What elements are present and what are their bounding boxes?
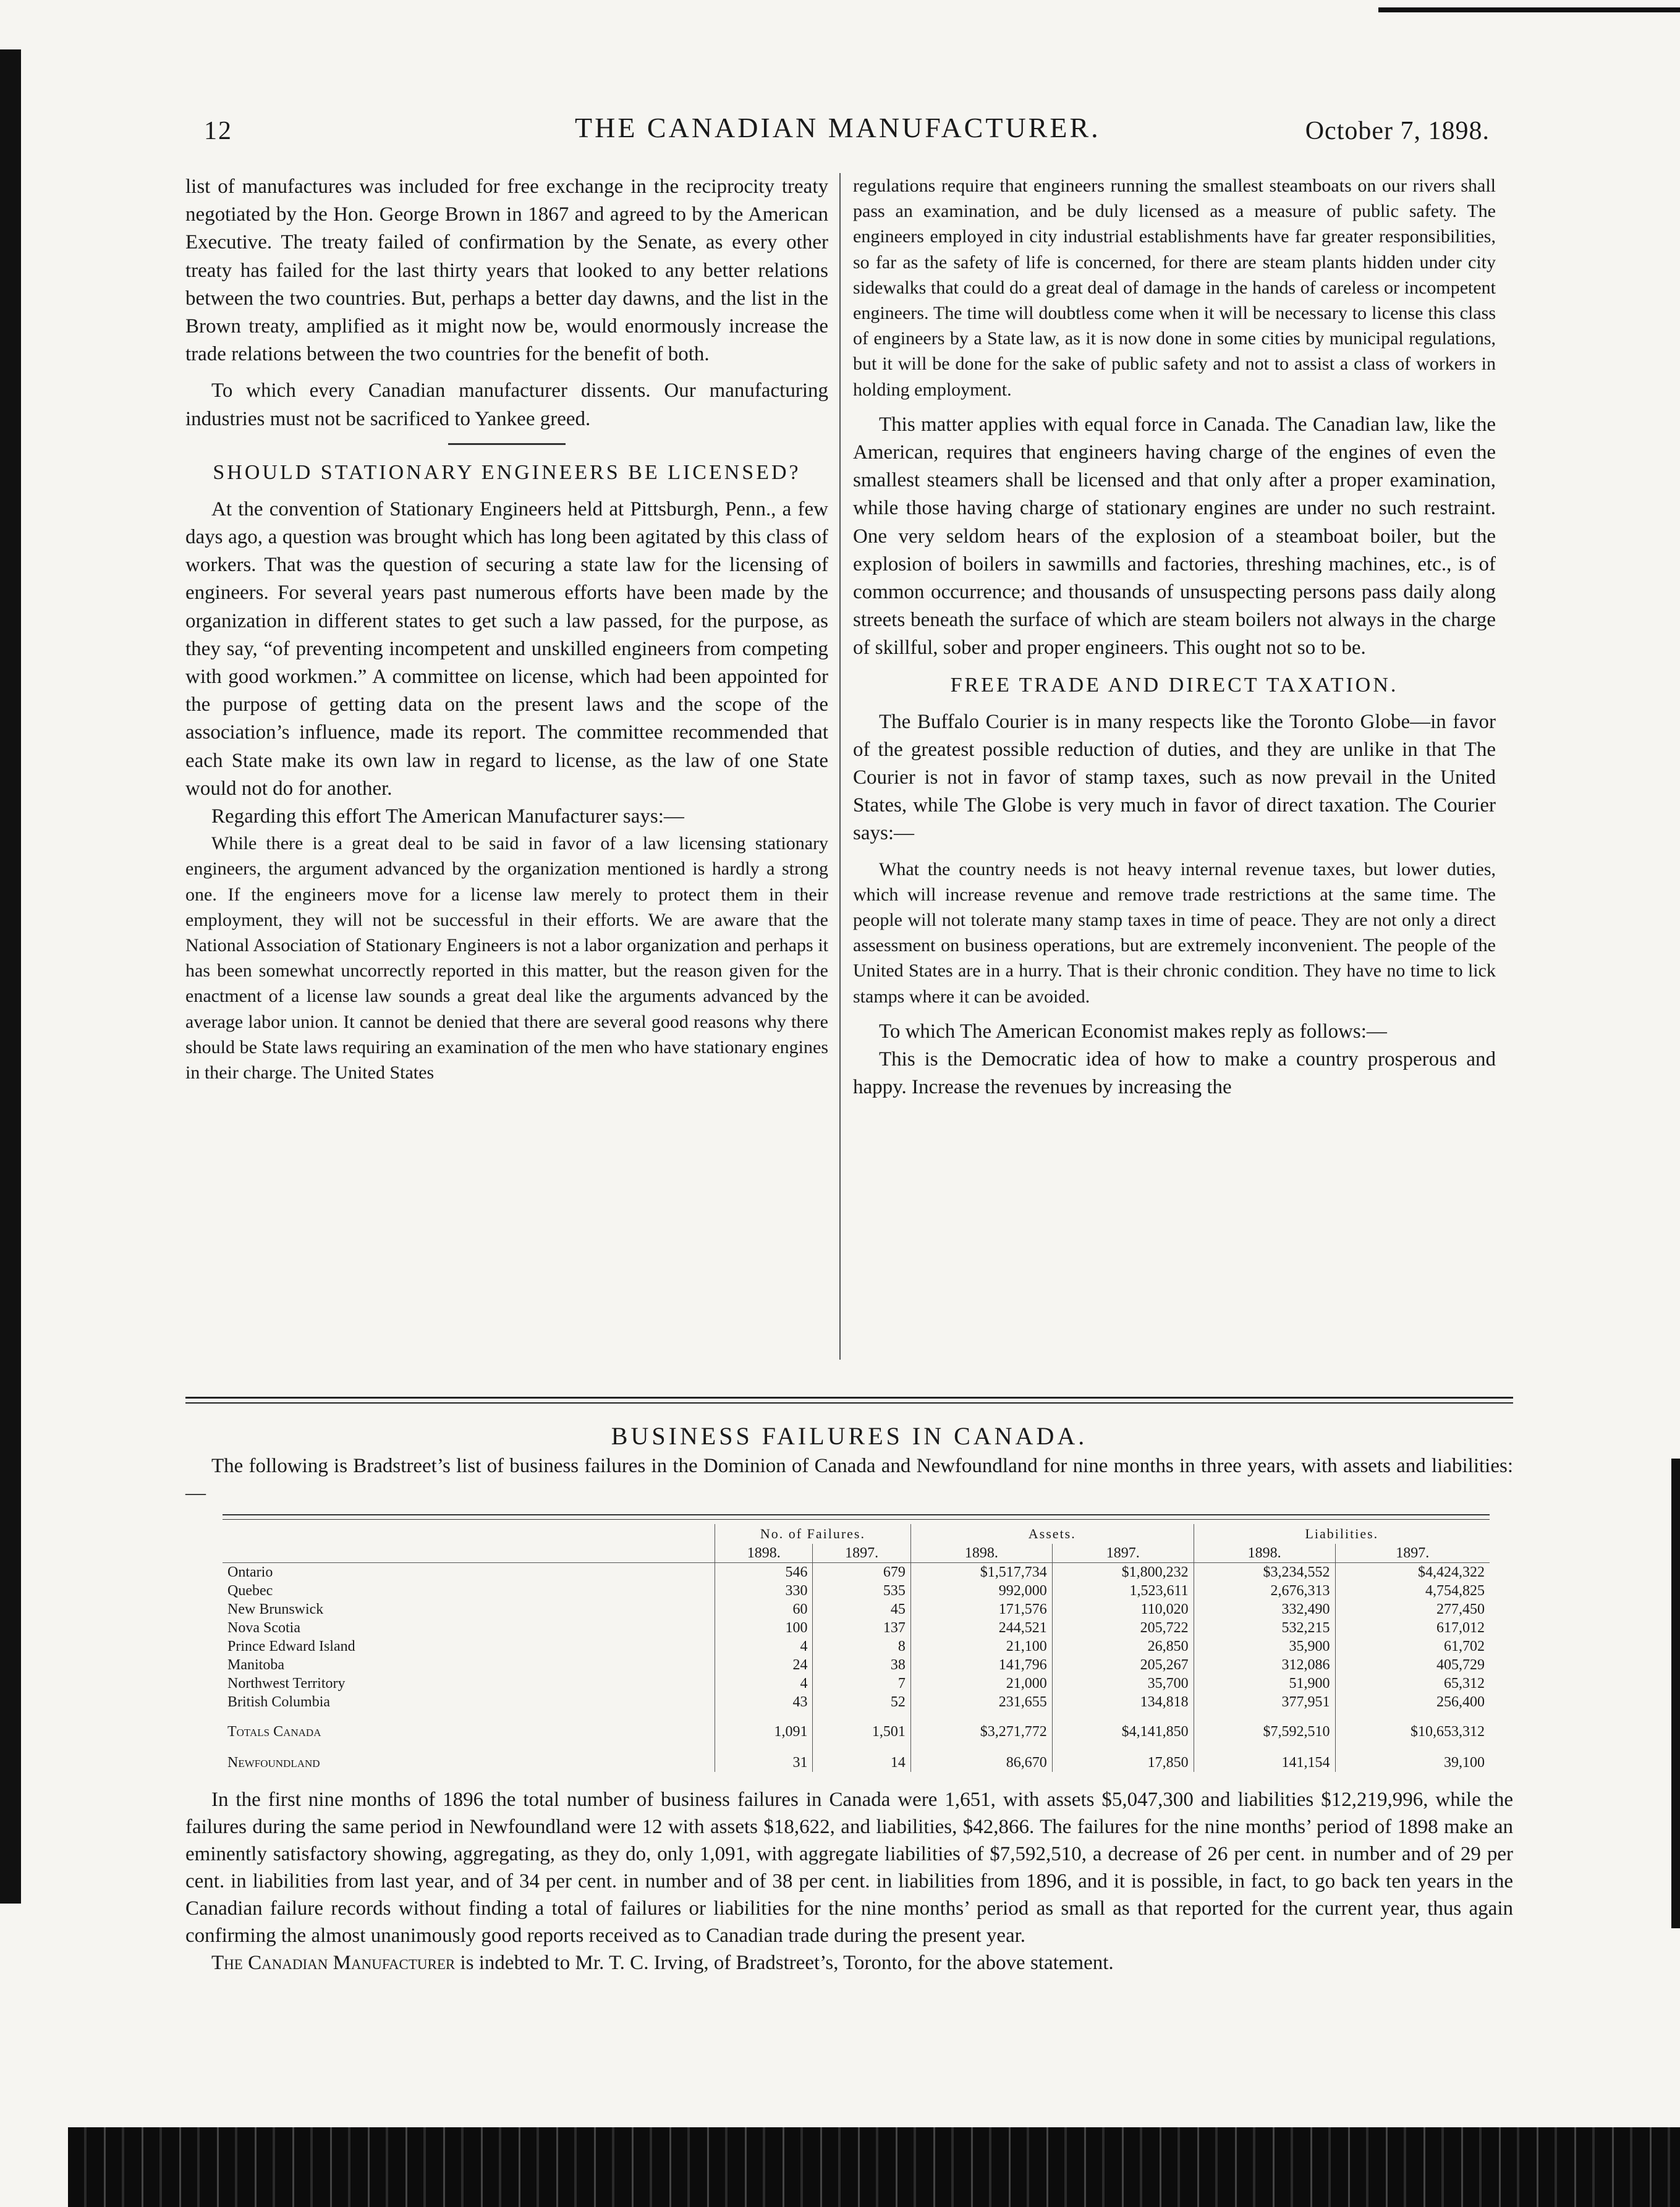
table-row-total (223, 1711, 1490, 1741)
table-cell: 8 (813, 1637, 910, 1656)
section-double-rule (185, 1397, 1513, 1404)
table-cell: 171,576 (910, 1600, 1052, 1619)
running-head (204, 111, 1490, 155)
table-row (223, 1693, 1490, 1711)
table-cell: 31 (715, 1741, 813, 1772)
table-cell: 532,215 (1194, 1619, 1335, 1637)
table-cell: 14 (813, 1741, 910, 1772)
row-label: Nova Scotia (227, 1620, 300, 1636)
table-cell: 535 (813, 1582, 910, 1600)
table-cell: $10,653,312 (1335, 1711, 1490, 1741)
summary-paragraph: In the first nine months of 1896 the total number of business failures in Canada were 1,651, with assets $5,047,300 and liabilities $12,219,996, while the failures during the same period in Newfoundland were 12 with assets $18,622, and liabilities, $42,866. The failures for the nine months’ period of 1898 make an eminently satisfactory showing, aggregating, as they do, only 1,091, with aggregate liabilities of $7,592,510, a decrease of 26 per cent. in number and of 29 per cent. in liabilities from last year, and of 34 per cent. in number and of 38 per cent. in liabilities from 1896, and it is possible, in fact, to go back ten years in the Canadian failure records without finding a total of failures or liabilities for the nine months’ period as small as that reported for the current year, thus again confirming the almost unanimously good reports received as to Canadian trade during the present year. (185, 1789, 1513, 1947)
table-cell: 7 (813, 1674, 910, 1693)
failures-title: BUSINESS FAILURES IN CANADA. (611, 1422, 1088, 1450)
table-row (223, 1637, 1490, 1656)
table-year-header (223, 1544, 1490, 1563)
paragraph-buffalo: The Buffalo Courier is in many respects like the Toronto Globe—in favor of the greatest possible reduction of duties, and they are unlike in that The Courier is not in favor of stamp taxes, such as now prevail in the United States, while The Globe is very much in favor of direct taxation. The Courier says:— (853, 710, 1496, 845)
row-label: Quebec (227, 1583, 273, 1599)
table-cell: 38 (813, 1656, 910, 1674)
table-cell: 1,523,611 (1052, 1582, 1194, 1600)
row-label: British Columbia (227, 1694, 331, 1710)
heading-stationary-engineers: SHOULD STATIONARY ENGINEERS BE LICENSED? (213, 460, 801, 484)
paragraph-regulations: regulations require that engineers running the smallest steamboats on our rivers shall pass an examination, and be duly licensed as a measure of public safety. The engineers employed in city industrial establishments have far greater responsibilities, so far as the safety of life is concerned, for there are steam plants hidden under city sidewalks that could do a great deal of damage in the hands of careless or incompetent engineers. The time will doubtless come when it will be necessary to license this class of engineers by a State law, as it is now done in some cities by municipal regulations, but it will be done for the sake of public safety and not to assist a class of workers in holding employment. (853, 176, 1496, 400)
group-header-assets: Assets. (910, 1524, 1194, 1544)
table-cell: $3,234,552 (1194, 1563, 1335, 1582)
row-label: Prince Edward Island (227, 1638, 355, 1654)
section-divider (448, 443, 566, 445)
table-row (223, 1600, 1490, 1619)
table-cell: 141,154 (1194, 1741, 1335, 1772)
table-cell: 35,900 (1194, 1637, 1335, 1656)
right-column (853, 173, 1496, 1102)
group-header-failures: No. of Failures. (715, 1524, 911, 1544)
row-label: Newfoundland (227, 1755, 320, 1771)
table-cell: 21,000 (910, 1674, 1052, 1693)
paragraph-dissent: To which every Canadian manufacturer dissents. Our manufacturing industries must not be sacrificed to Yankee greed. (185, 379, 828, 430)
table-cell: $7,592,510 (1194, 1711, 1335, 1741)
journal-title: THE CANADIAN MANUFACTURER. (575, 112, 1101, 143)
table-cell: 45 (813, 1600, 910, 1619)
table-cell: 52 (813, 1693, 910, 1711)
table-cell: 205,267 (1052, 1656, 1194, 1674)
table-cell: 141,796 (910, 1656, 1052, 1674)
row-label: Manitoba (227, 1657, 284, 1673)
row-label: Totals Canada (227, 1724, 321, 1740)
table-cell: 244,521 (910, 1619, 1052, 1637)
year-header: 1897. (1052, 1544, 1194, 1563)
table-cell: 205,722 (1052, 1619, 1194, 1637)
summary (185, 1786, 1513, 1976)
table-cell: 332,490 (1194, 1600, 1335, 1619)
table-cell: $3,271,772 (910, 1711, 1052, 1741)
year-header: 1898. (715, 1544, 813, 1563)
paragraph-intro: list of manufactures was included for free exchange in the reciprocity treaty negotiated by the Hon. George Brown in 1867 and agreed to by the American Executive. The treaty failed of confirmation by the Senate, as every other treaty has failed for the last thirty years that looked to any better relations between the two countries. But, perhaps a better day dawns, and the list in the Brown treaty, amplified as it might now be, would enormously increase the trade relations between the two countries for the benefit of both. (185, 176, 828, 366)
table-cell: 35,700 (1052, 1674, 1194, 1693)
paragraph-convention: At the convention of Stationary Engineers held at Pittsburgh, Penn., a few days ago, a question was brought which has long been agitated by this class of workers. That was the question of securing a state law for the licensing of engineers. For several years past numerous efforts have been made by the organization in different states to get such a law passed, for the purpose, as they say, “of preventing incompetent and unskilled engineers from competing with good workmen.” A committee on license, which had been appointed for the purpose of getting data on the present laws and the scope of the association’s influence, made its report. The committee recommended that each State make its own law in regard to license, as the law of one State would not do for another. (185, 498, 828, 800)
table-group-header (223, 1524, 1490, 1544)
table-row (223, 1674, 1490, 1693)
year-header: 1897. (813, 1544, 910, 1563)
scan-edge-right (1671, 1459, 1680, 1928)
table-cell: 992,000 (910, 1582, 1052, 1600)
table-cell: 43 (715, 1693, 813, 1711)
paragraph-democratic: This is the Democratic idea of how to make a country prosperous and happy. Increase the revenues by increasing the (853, 1048, 1496, 1099)
column-rule (839, 173, 841, 1360)
table-cell: 377,951 (1194, 1693, 1335, 1711)
table-cell: 134,818 (1052, 1693, 1194, 1711)
paragraph-regarding: Regarding this effort The American Manufacturer says:— (211, 805, 684, 828)
group-header-liabilities: Liabilities. (1194, 1524, 1490, 1544)
table-cell: 110,020 (1052, 1600, 1194, 1619)
table-top-rule (223, 1514, 1490, 1515)
year-header: 1897. (1335, 1544, 1490, 1563)
table-row (223, 1563, 1490, 1582)
table-cell: 39,100 (1335, 1741, 1490, 1772)
table-row (223, 1582, 1490, 1600)
table-cell: 1,501 (813, 1711, 910, 1741)
year-header: 1898. (1194, 1544, 1335, 1563)
table-row (223, 1619, 1490, 1637)
table-cell: 100 (715, 1619, 813, 1637)
table-cell: $1,800,232 (1052, 1563, 1194, 1582)
table-cell: 1,091 (715, 1711, 813, 1741)
scan-edge-top (1378, 7, 1680, 12)
row-label: Ontario (227, 1564, 273, 1580)
table-row (223, 1656, 1490, 1674)
table-cell: 312,086 (1194, 1656, 1335, 1674)
table-cell: 2,676,313 (1194, 1582, 1335, 1600)
table-cell: 65,312 (1335, 1674, 1490, 1693)
table-cell: 24 (715, 1656, 813, 1674)
table-cell: 61,702 (1335, 1637, 1490, 1656)
table-cell: $4,141,850 (1052, 1711, 1194, 1741)
row-label: New Brunswick (227, 1601, 324, 1617)
acknowledgement-paragraph (185, 1949, 1513, 1976)
failures-table (223, 1524, 1490, 1772)
table-cell: 405,729 (1335, 1656, 1490, 1674)
table-cell: 277,450 (1335, 1600, 1490, 1619)
table-cell: 86,670 (910, 1741, 1052, 1772)
table-cell: 256,400 (1335, 1693, 1490, 1711)
quote-american-manufacturer: While there is a great deal to be said in favor of a law licensing stationary engineers, the argument advanced by the organization mentioned is hardly a strong one. If the engineers move for a license law merely to protect them in their employment, they will not be successful in their efforts. We are aware that the National Association of Stationary Engineers is not a labor organization and perhaps it has been somewhat uncorrectly reported in this matter, but the reason given for the enactment of a license law sounds a great deal like the arguments advanced by the average labor union. It cannot be denied that there are several good reasons why there should be State laws requiring an examination of the men who have stationary engines in their charge. The United States (185, 833, 828, 1083)
table-cell: $1,517,734 (910, 1563, 1052, 1582)
heading-free-trade: FREE TRADE AND DIRECT TAXATION. (950, 673, 1399, 697)
table-cell: 60 (715, 1600, 813, 1619)
table-top-rule-thin (223, 1519, 1490, 1520)
paragraph-canada: This matter applies with equal force in Canada. The Canadian law, like the American, requires that engineers having charge of the engines of even the smallest steamers shall be licensed and that only after a proper examination, while those having charge of stationary engines are under no such restraint. One very seldom hears of the explosion of a steamboat boiler, but the explosion of boilers in sawmills and factories, threshing machines, etc., is of common occurrence; and thousands of unsuspecting persons pass daily along streets beneath the surface of which are steam boilers not always in the charge of skillful, sober and proper engineers. This ought not so to be. (853, 413, 1496, 659)
failures-intro: The following is Bradstreet’s list of business failures in the Dominion of Canada and Newfoundland for nine months in three years, with assets and liabilities:— (185, 1455, 1513, 1504)
table-cell: 231,655 (910, 1693, 1052, 1711)
table-cell: 330 (715, 1582, 813, 1600)
acknowledgement-text: is indebted to Mr. T. C. Irving, of Bradstreet’s, Toronto, for the above statement. (455, 1952, 1114, 1974)
quote-courier: What the country needs is not heavy internal revenue taxes, but lower duties, which will increase revenue and remove trade restrictions at the same time. The people will not tolerate many stamp taxes in time of peace. They are not only a direct assessment on business operations, but are extremely inconvenient. The people of the United States are in a hurry. That is their chronic condition. They have no time to lick stamps where it can be avoided. (853, 858, 1496, 1007)
table-cell: 4,754,825 (1335, 1582, 1490, 1600)
table-row-newfoundland (223, 1741, 1490, 1772)
table-cell: 26,850 (1052, 1637, 1194, 1656)
year-header: 1898. (910, 1544, 1052, 1563)
table-cell: 546 (715, 1563, 813, 1582)
table-cell: 17,850 (1052, 1741, 1194, 1772)
table-cell: 51,900 (1194, 1674, 1335, 1693)
table-cell: 21,100 (910, 1637, 1052, 1656)
table-cell: 679 (813, 1563, 910, 1582)
journal-name: The Canadian Manufacturer (211, 1952, 456, 1974)
table-cell: $4,424,322 (1335, 1563, 1490, 1582)
issue-date: October 7, 1898. (1305, 117, 1490, 145)
left-column (185, 173, 828, 1085)
table-cell: 4 (715, 1637, 813, 1656)
row-label: Northwest Territory (227, 1675, 346, 1692)
scan-edge-bottom (68, 2127, 1680, 2207)
table-cell: 617,012 (1335, 1619, 1490, 1637)
table-cell: 4 (715, 1674, 813, 1693)
table-cell: 137 (813, 1619, 910, 1637)
page-number: 12 (204, 117, 232, 145)
paragraph-economist: To which The American Economist makes reply as follows:— (879, 1020, 1387, 1043)
scan-edge-left (0, 49, 21, 1904)
